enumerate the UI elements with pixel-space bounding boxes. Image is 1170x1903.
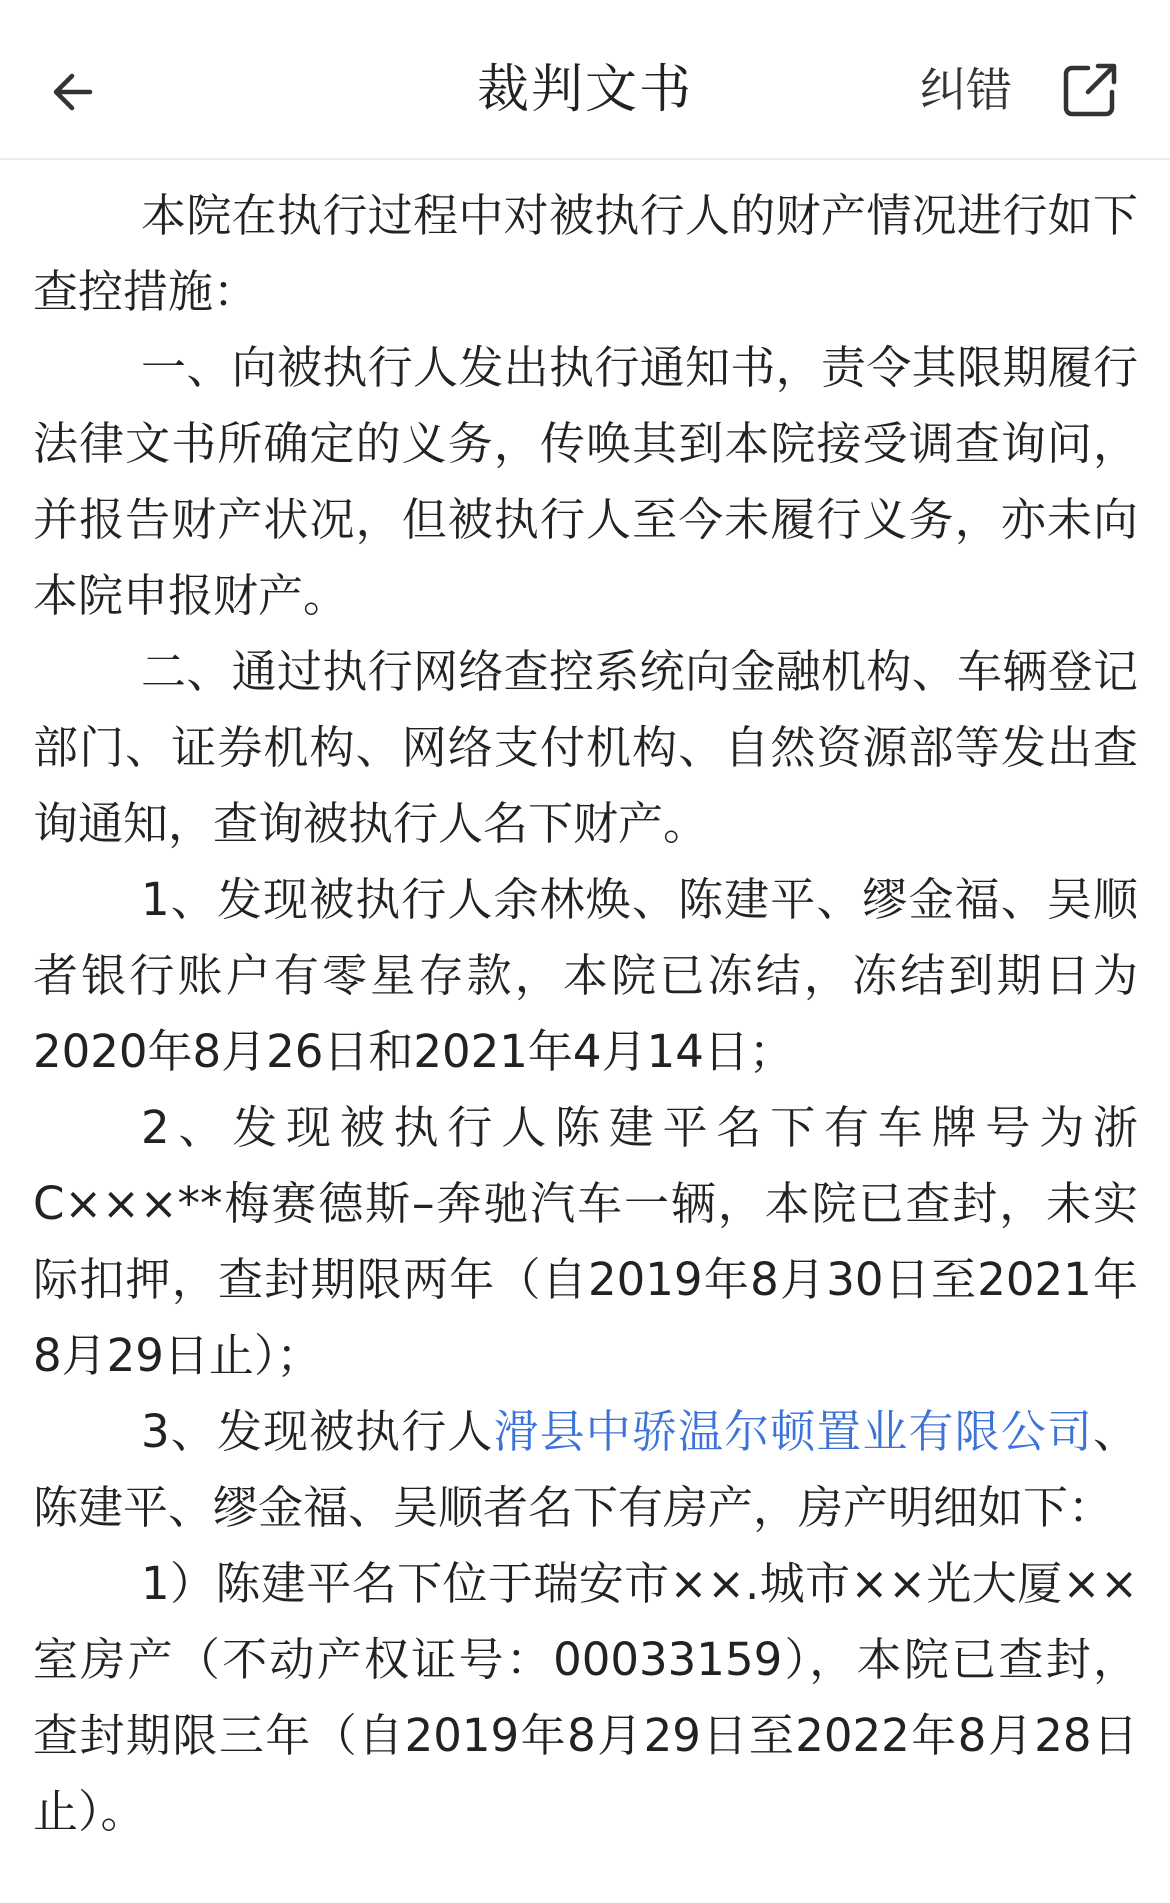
paragraph-vehicle: 2、发现被执行人陈建平名下有车牌号为浙C×××**梅赛德斯–奔驰汽车一辆，本院已查封，未实际扣押，查封期限两年（自2019年8月30日至2021年8月29日止）； (33, 1101, 1138, 1382)
paragraph-real-estate (33, 1394, 1138, 1546)
paragraph-item-1: 一、向被执行人发出执行通知书，责令其限期履行法律文书所确定的义务，传唤其到本院接受调查询问，并报告财产状况，但被执行人至今未履行义务，亦未向本院申报财产。 (33, 341, 1138, 622)
document-body (33, 178, 1138, 1850)
real-estate-suffix: 、陈建平、缪金福、吴顺者名下有房产，房产明细如下： (33, 1405, 1138, 1534)
paragraph-item-2: 二、通过执行网络查控系统向金融机构、车辆登记部门、证券机构、网络支付机构、自然资源部等发出查询通知，查询被执行人名下财产。 (33, 645, 1138, 850)
correct-error-button[interactable]: 纠错 (920, 63, 1012, 117)
paragraph-intro: 本院在执行过程中对被执行人的财产情况进行如下查控措施： (33, 189, 1138, 318)
paragraph-bank-deposits: 1、发现被执行人余林焕、陈建平、缪金福、吴顺者银行账户有零星存款，本院已冻结，冻结到期日为2020年8月26日和2021年4月14日； (33, 873, 1138, 1078)
paragraph-property-detail: 1）陈建平名下位于瑞安市××.城市××光大厦××室房产（不动产权证号：00033159），本院已查封，查封期限三年（自2019年8月29日至2022年8月28日止）。 (33, 1557, 1138, 1838)
page-title: 裁判文书 (476, 60, 693, 120)
top-bar (0, 0, 1170, 160)
share-icon (1062, 62, 1118, 118)
real-estate-prefix: 3、发现被执行人 (141, 1405, 494, 1458)
share-button[interactable] (1052, 52, 1128, 128)
company-link[interactable]: 滑县中骄温尔顿置业有限公司 (493, 1405, 1093, 1458)
